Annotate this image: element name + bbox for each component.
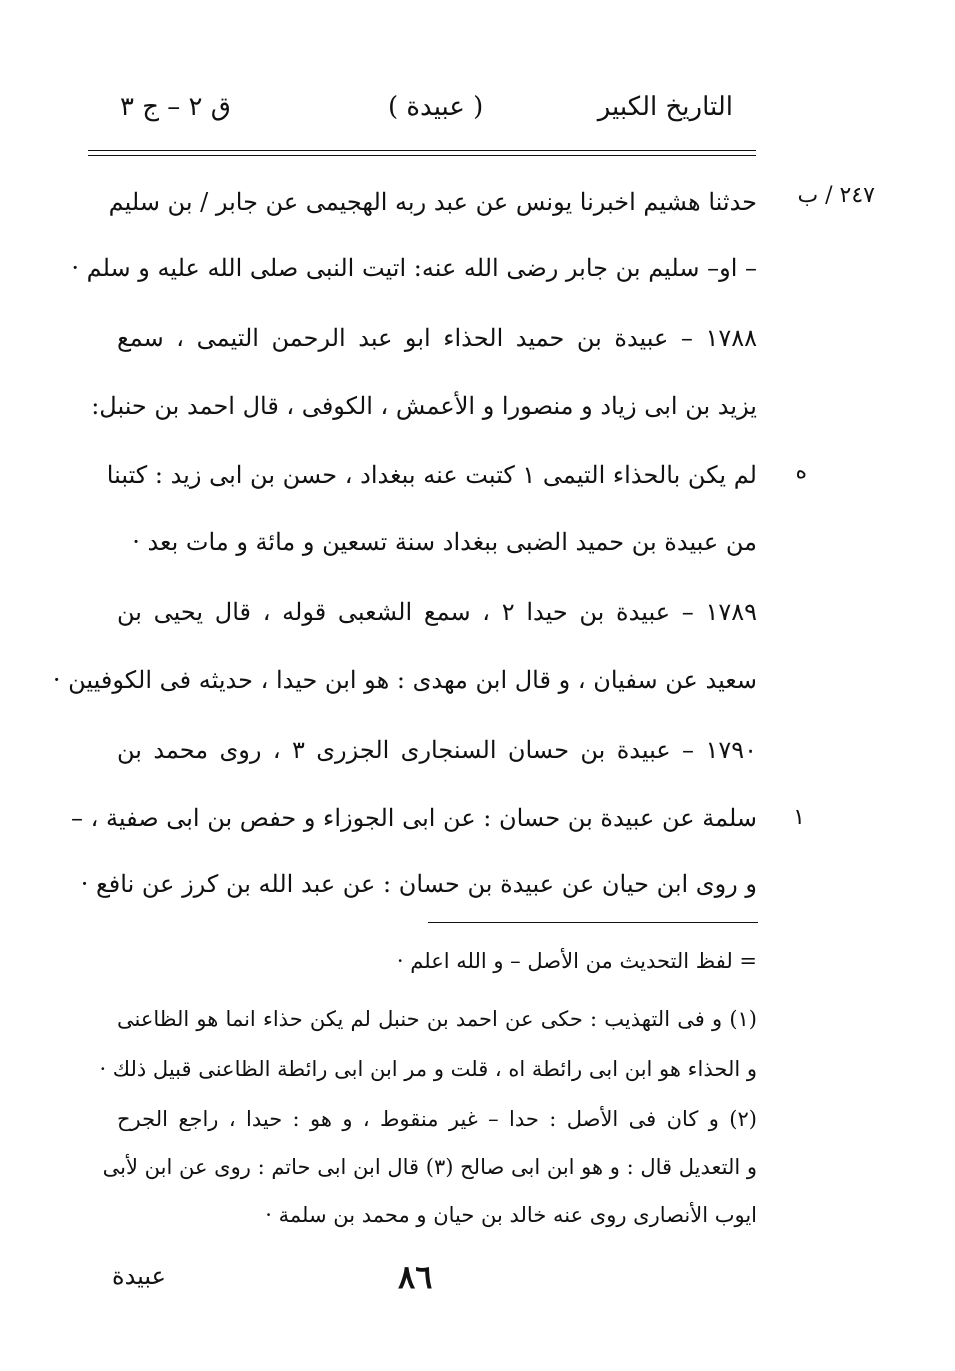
line-number-10: ١: [793, 805, 805, 830]
footnote-line: و التعديل قال : و هو ابن ابى صالح (٣) قال ابن ابى حاتم : روى عن ابن لأبى: [102, 1155, 757, 1179]
text-line: لم يكن بالحذاء التيمى ١ كتبت عنه ببغداد ، حسن بن ابى زيد : كتبنا: [106, 461, 757, 489]
footnote-2: (٢) و كان فى الأصل : حدا – غير منقوط ، و هو : حيدا ، راجع الجرح: [117, 1107, 757, 1131]
catchword: عبيدة: [112, 1262, 166, 1290]
text-line: حدثنا هشيم اخبرنا يونس عن عبد ربه الهجيمى عن جابر / بن سليم: [108, 188, 757, 216]
line-number-5: ه: [795, 459, 807, 484]
footnote-line: ايوب الأنصارى روى عنه خالد بن حيان و محمد بن سلمة ·: [265, 1203, 757, 1227]
entry-1788: ١٧٨٨ – عبيدة بن حميد الحذاء ابو عبد الرحمن التيمى ، سمع: [117, 324, 757, 352]
entry-1789: ١٧٨٩ – عبيدة بن حيدا ٢ ، سمع الشعبى قوله ، قال يحيى بن: [117, 598, 757, 626]
text-line: و روى ابن حيان عن عبيدة بن حسان : عن عبد الله بن كرز عن نافع ·: [80, 870, 757, 898]
header-rule-double: [88, 155, 756, 156]
volume-reference: ق ٢ – ج ٣: [120, 92, 231, 122]
page-number: ٨٦: [398, 1258, 433, 1296]
footnote-line: و الحذاء هو ابن ابى رائطة اه ، قلت و مر ابن ابى رائطة الظاعنى قبيل ذلك ·: [99, 1057, 757, 1081]
footnote-1: (١) و فى التهذيب : حكى عن احمد بن حنبل لم يكن حذاء انما هو الظاعنى: [117, 1007, 757, 1031]
text-line: – او– سليم بن جابر رضى الله عنه: اتيت النبى صلى الله عليه و سلم ·: [71, 254, 757, 282]
entry-1790: ١٧٩٠ – عبيدة بن حسان السنجارى الجزرى ٣ ، روى محمد بن: [117, 736, 757, 764]
text-line: من عبيدة بن حميد الضبى ببغداد سنة تسعين و مائة و مات بعد ·: [132, 528, 757, 556]
text-line: سعيد عن سفيان ، و قال ابن مهدى : هو ابن حيدا ، حديثه فى الكوفيين ·: [52, 666, 757, 694]
folio-marker: ٢٤٧ / ب: [797, 183, 875, 208]
text-line: يزيد بن ابى زياد و منصورا و الأعمش ، الكوفى ، قال احمد بن حنبل:: [91, 392, 757, 420]
header-rule: [88, 150, 756, 151]
footnote-line: = لفظ التحديث من الأصل – و الله اعلم ·: [396, 949, 757, 973]
section-heading: ( عبيدة ): [388, 92, 484, 122]
text-line: سلمة عن عبيدة بن حسان : عن ابى الجوزاء و حفص بن ابى صفية ، –: [70, 804, 757, 832]
footnote-rule: [428, 922, 758, 923]
running-title: التاريخ الكبير: [597, 92, 733, 122]
